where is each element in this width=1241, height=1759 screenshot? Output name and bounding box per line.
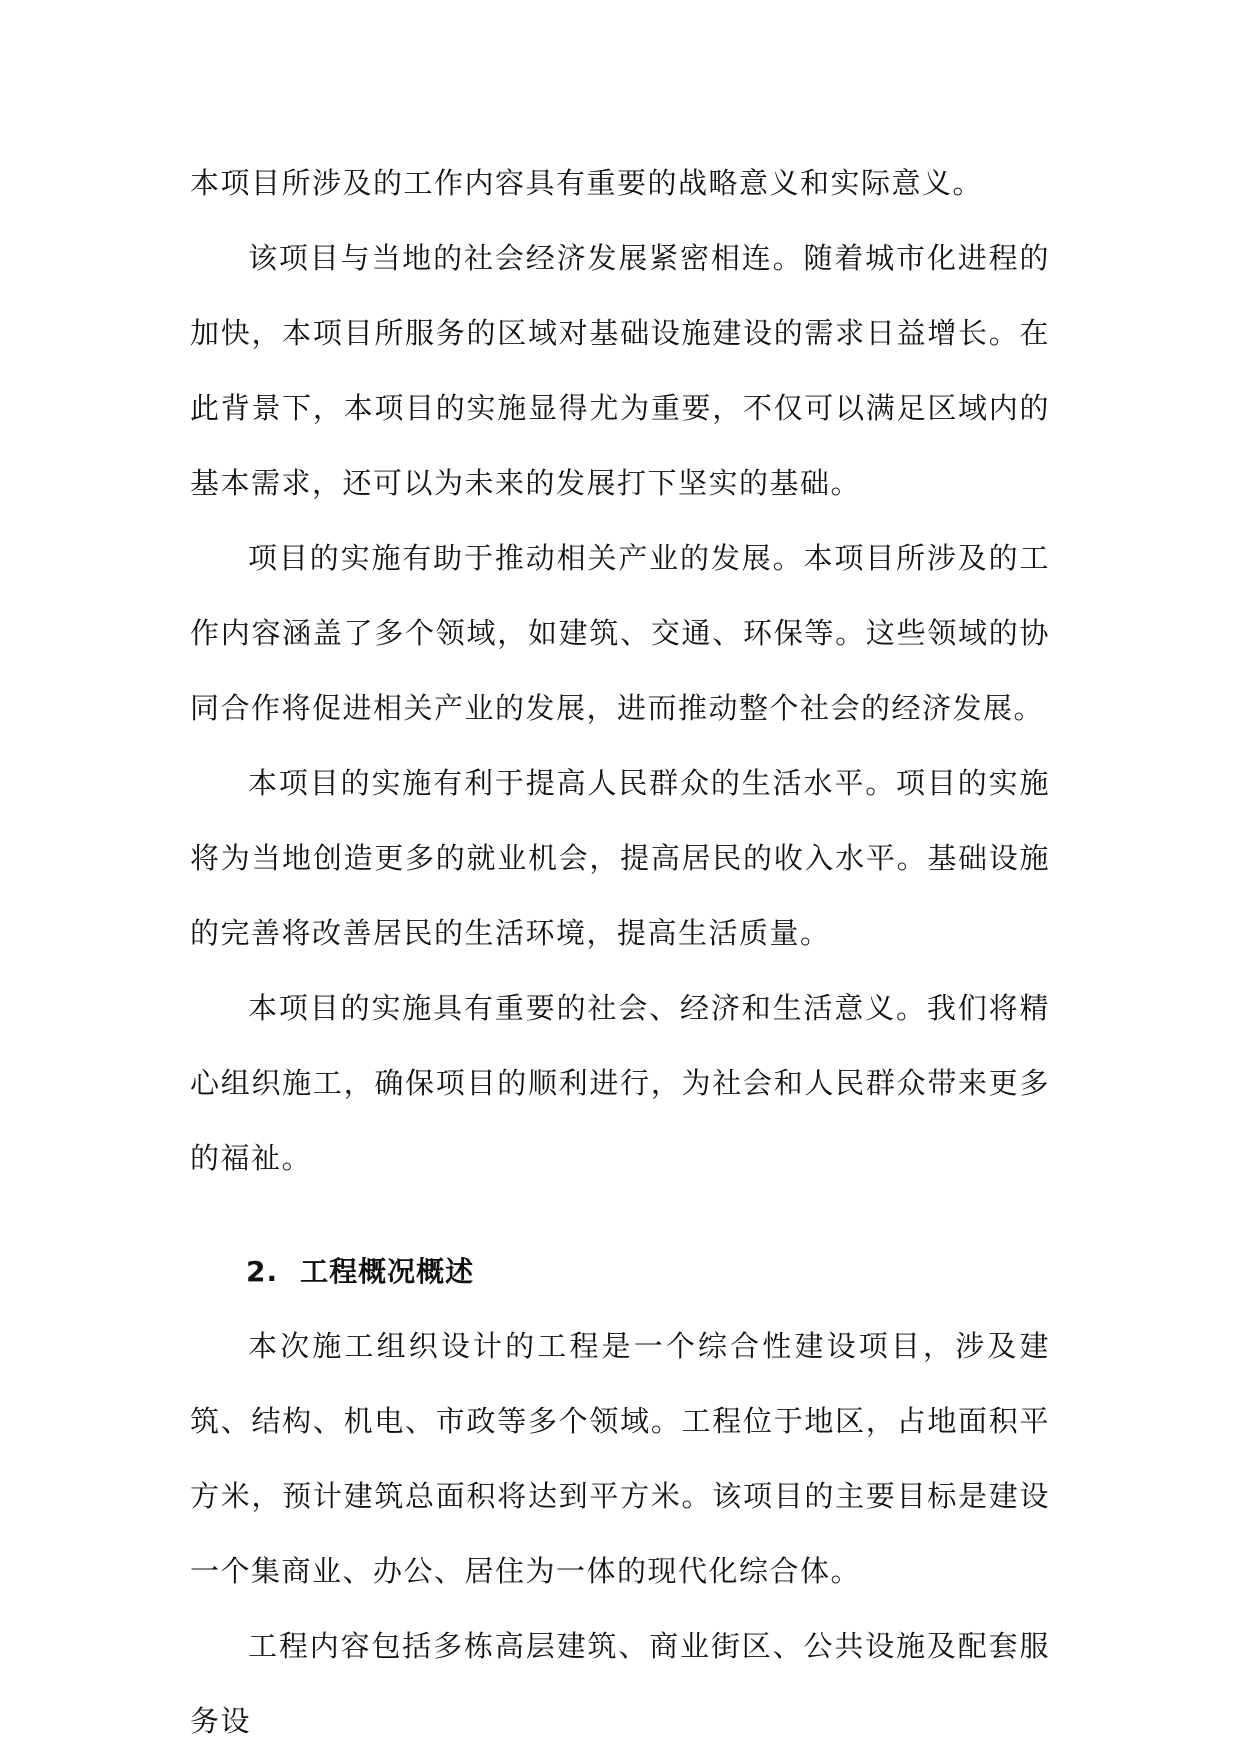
section-heading <box>190 1234 1050 1309</box>
paragraph-2: 该项目与当地的社会经济发展紧密相连。随着城市化进程的加快，本项目所服务的区域对基础设施建设的需求日益增长。在此背景下，本项目的实施显得尤为重要，不仅可以满足区域内的基本需求，还可以为未来的发展打下坚实的基础。 <box>190 241 1050 500</box>
paragraph-1: 本项目所涉及的工作内容具有重要的战略意义和实际意义。 <box>190 166 984 200</box>
paragraph-5: 本项目的实施具有重要的社会、经济和生活意义。我们将精心组织施工，确保项目的顺利进行，为社会和人民群众带来更多的福祉。 <box>190 991 1050 1175</box>
document-body <box>190 146 1050 1759</box>
paragraph-4: 本项目的实施有利于提高人民群众的生活水平。项目的实施将为当地创造更多的就业机会，提高居民的收入水平。基础设施的完善将改善居民的生活环境，提高生活质量。 <box>190 766 1050 950</box>
section-number: 2. <box>246 1255 279 1288</box>
section-title: 工程概况概述 <box>300 1255 475 1288</box>
paragraph-6: 本次施工组织设计的工程是一个综合性建设项目，涉及建筑、结构、机电、市政等多个领域。工程位于地区，占地面积平方米，预计建筑总面积将达到平方米。该项目的主要目标是建设一个集商业、办公、居住为一体的现代化综合体。 <box>190 1329 1050 1588</box>
paragraph-3: 项目的实施有助于推动相关产业的发展。本项目所涉及的工作内容涵盖了多个领域，如建筑、交通、环保等。这些领域的协同合作将促进相关产业的发展，进而推动整个社会的经济发展。 <box>190 541 1050 725</box>
paragraph-7: 工程内容包括多栋高层建筑、商业街区、公共设施及配套服务设 <box>190 1629 1050 1738</box>
